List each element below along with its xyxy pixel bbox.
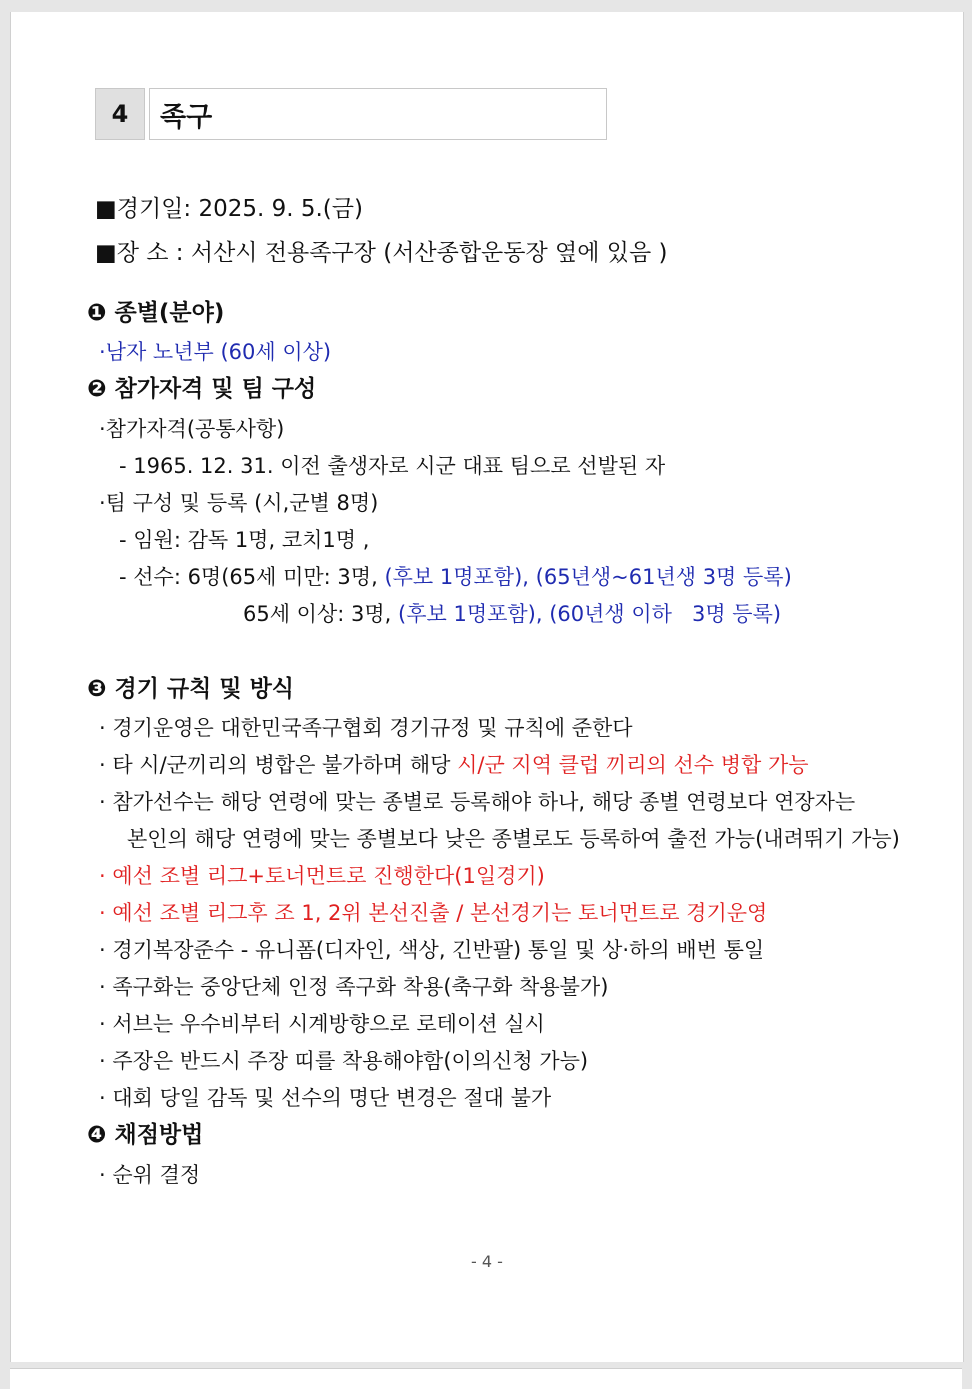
section-title: 족구: [149, 88, 607, 140]
officials-line: - 임원: 감독 1명, 코치1명 ,: [119, 528, 370, 552]
rule-2-highlight: 시/군 지역 클럽 끼리의 선수 병합 가능: [457, 753, 809, 777]
rule-8: · 서브는 우수비부터 시계방향으로 로테이션 실시: [99, 1012, 545, 1036]
rule-4: · 예선 조별 리그+토너먼트로 진행한다(1일경기): [99, 864, 545, 888]
place-line: ■장 소 : 서산시 전용족구장 (서산종합운동장 옆에 있음 ): [95, 240, 668, 266]
players-line-2-text: 65세 이상: 3명,: [243, 602, 392, 626]
rules-heading: ❸ 경기 규칙 및 방식: [87, 676, 295, 702]
rule-10: · 대회 당일 감독 및 선수의 명단 변경은 절대 불가: [99, 1086, 552, 1110]
document-page: [10, 12, 964, 1362]
rule-3: · 참가선수는 해당 연령에 맞는 종별로 등록해야 하나, 해당 종별 연령보다 연장자는: [99, 790, 856, 814]
rule-7: · 족구화는 중앙단체 인정 족구화 착용(축구화 착용불가): [99, 975, 609, 999]
date-line: ■경기일: 2025. 9. 5.(금): [95, 196, 363, 222]
rule-6: · 경기복장준수 - 유니폼(디자인, 색상, 긴반팔) 통일 및 상·하의 배번 통일: [99, 938, 765, 962]
team-composition-label: ·팀 구성 및 등록 (시,군별 8명): [99, 491, 379, 515]
players-line-2: [243, 599, 781, 629]
players-line-1: [119, 562, 792, 592]
rule-1: · 경기운영은 대한민국족구협회 경기규정 및 규칙에 준한다: [99, 716, 633, 740]
qualification-label: ·참가자격(공통사항): [99, 417, 285, 441]
rule-5: · 예선 조별 리그후 조 1, 2위 본선진출 / 본선경기는 토너먼트로 경기운영: [99, 901, 768, 925]
players-line-1-text: - 선수: 6명(65세 미만: 3명,: [119, 565, 378, 589]
eligibility-heading: ❷ 참가자격 및 팀 구성: [87, 376, 317, 402]
section-number: 4: [95, 88, 145, 140]
scoring-heading: ❹ 채점방법: [87, 1122, 204, 1148]
scoring-item: · 순위 결정: [99, 1163, 201, 1187]
rule-9: · 주장은 반드시 주장 띠를 착용해야함(이의신청 가능): [99, 1049, 589, 1073]
players-line-2-note: (후보 1명포함), (60년생 이하 3명 등록): [398, 602, 782, 626]
section-title-box: [95, 88, 607, 140]
next-page-edge: [10, 1368, 962, 1389]
rule-2-text: · 타 시/군끼리의 병합은 불가하며 해당: [99, 753, 451, 777]
players-line-1-note: (후보 1명포함), (65년생~61년생 3명 등록): [384, 565, 792, 589]
category-heading: ❶ 종별(분야): [87, 300, 225, 326]
rule-2: [99, 750, 809, 780]
qualification-detail: - 1965. 12. 31. 이전 출생자로 시군 대표 팀으로 선발된 자: [119, 454, 666, 478]
category-item: ·남자 노년부 (60세 이상): [99, 340, 332, 364]
rule-3-cont: 본인의 해당 연령에 맞는 종별보다 낮은 종별로도 등록하여 출전 가능(내려뛰기 가능): [127, 827, 900, 851]
page-number: - 4 -: [471, 1252, 503, 1271]
